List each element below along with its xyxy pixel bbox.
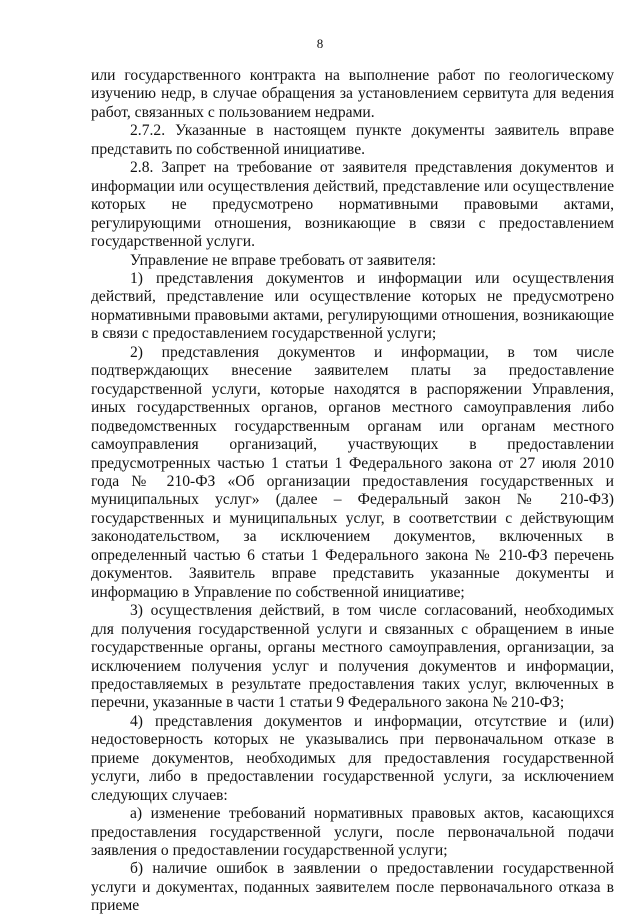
list-item-4: 4) представления документов и информации, отсутствие и (или) недостоверность которых не указывались при первоначальном отказе в приеме документов, необходимых для предоставления государственной услуги, либо в предоставлении государственной услуги, за исключением следующих случаев:	[91, 712, 614, 804]
sub-item-a: а) изменение требований нормативных правовых актов, касающихся предоставления государственной услуги, после первоначальной подачи заявления о предоставлении государственной услуги;	[91, 805, 614, 860]
paragraph-2-8: 2.8. Запрет на требование от заявителя представления документов и информации или осуществления действий, представление или осуществление которых не предусмотрено нормативными правовыми актами, регулирующими отношения, возникающие в связи с предоставлением государственной услуги.	[91, 159, 614, 251]
paragraph-2-7-2: 2.7.2. Указанные в настоящем пункте документы заявитель вправе представить по собственной инициативе.	[91, 122, 614, 158]
list-item-1: 1) представления документов и информации или осуществления действий, представление или осуществление которых не предусмотрено нормативными правовыми актами, регулирующими отношения, возникающие в связи с предоставлением государственной услуги;	[91, 269, 614, 343]
sub-item-b: б) наличие ошибок в заявлении о предоставлении государственной услуги и документах, поданных заявителем после первоначального отказа в приеме	[91, 860, 614, 915]
document-body	[91, 67, 614, 916]
paragraph-prohibition-intro: Управление не вправе требовать от заявителя:	[130, 251, 437, 269]
page-number: 8	[316, 36, 324, 51]
paragraph-continuation: или государственного контракта на выполнение работ по геологическому изучению недр, в случае обращения за установлением сервитута для ведения работ, связанных с пользованием недрами.	[91, 67, 614, 121]
list-item-3: 3) осуществления действий, в том числе согласований, необходимых для получения государственной услуги и связанных с обращением в иные государственные органы, органы местного самоуправления, организации, за исключением получения услуг и получения документов и информации, предоставляемых в результате предоставления таких услуг, включенных в перечни, указанные в части 1 статьи 9 Федерального закона № 210-ФЗ;	[91, 602, 614, 712]
list-item-2: 2) представления документов и информации, в том числе подтверждающих внесение заявителем платы за предоставление государственной услуги, которые находятся в распоряжении Управления, иных государственных органов, органов местного самоуправления либо подведомственных государственным органам или органам местного самоуправления организаций, участвующих в предоставлении предусмотренных частью 1 статьи 1 Федерального закона от 27 июля 2010 года № 210-ФЗ «Об организации предоставления государственных и муниципальных услуг» (далее – Федеральный закон № 210-ФЗ) государственных и муниципальных услуг, в соответствии с действующим законодательством, за исключением документов, включенных в определенный частью 6 статьи 1 Федерального закона № 210-ФЗ перечень документов. Заявитель вправе представить указанные документы и информацию в Управление по собственной инициативе;	[91, 343, 614, 601]
